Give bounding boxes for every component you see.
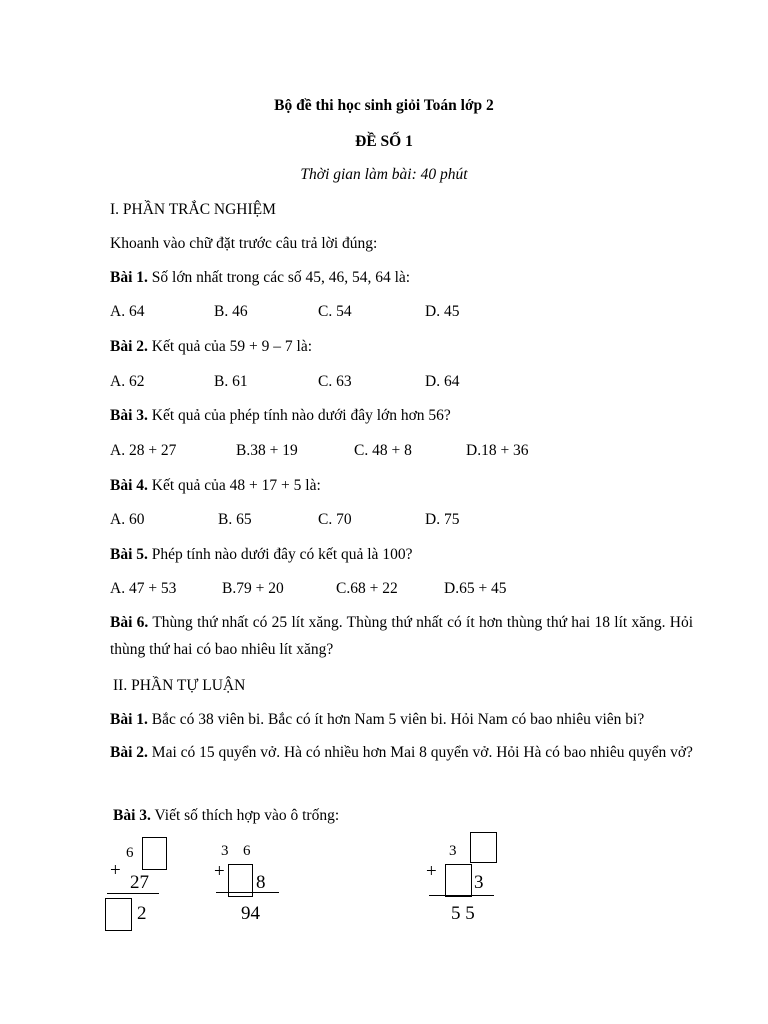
sum-line: [429, 895, 494, 896]
part1-heading: I. PHẦN TRẮC NGHIỆM: [110, 201, 276, 218]
question-4: [110, 476, 693, 496]
option-a[interactable]: A. 60: [110, 511, 145, 528]
part2-heading: II. PHẦN TỰ LUẬN: [113, 677, 246, 694]
option-b[interactable]: B. 61: [214, 373, 248, 390]
essay-question-1: [110, 710, 693, 730]
question-text: Mai có 15 quyển vở. Hà có nhiều hơn Mai 8 quyển vở. Hỏi Hà có bao nhiêu quyển vở?: [147, 744, 693, 761]
option-b[interactable]: B. 46: [214, 303, 248, 320]
option-a[interactable]: A. 28 + 27: [110, 442, 177, 459]
puzzle-digit: 6: [126, 845, 134, 861]
plus-sign: +: [426, 861, 437, 882]
option-c[interactable]: C. 70: [318, 511, 352, 528]
puzzle-result: 5 5: [451, 903, 475, 924]
essay-question-3: [113, 806, 693, 826]
exam-number: ĐỀ SỐ 1: [355, 133, 413, 150]
sum-line: [216, 892, 279, 893]
question-label: Bài 2.: [110, 744, 148, 761]
option-d[interactable]: D. 45: [425, 303, 460, 320]
question-text: Phép tính nào dưới đây có kết quả là 100?: [147, 546, 413, 563]
option-d[interactable]: D. 64: [425, 373, 460, 390]
option-d[interactable]: D.18 + 36: [466, 442, 529, 459]
option-a[interactable]: A. 64: [110, 303, 145, 320]
question-label: Bài 2.: [110, 338, 148, 355]
question-6: [110, 609, 693, 663]
puzzle-result: 94: [241, 903, 260, 924]
question-text: Bắc có 38 viên bi. Bắc có ít hơn Nam 5 viên bi. Hỏi Nam có bao nhiêu viên bi?: [147, 711, 645, 728]
option-c[interactable]: C. 54: [318, 303, 352, 320]
puzzle-digit: 3: [449, 843, 457, 859]
question-text: Số lớn nhất trong các số 45, 46, 54, 64 là:: [147, 269, 411, 286]
puzzle-number: 8: [256, 872, 266, 893]
option-c[interactable]: C. 63: [318, 373, 352, 390]
answer-box[interactable]: [470, 832, 497, 863]
question-1: [110, 268, 693, 288]
question-label: Bài 3.: [113, 807, 151, 824]
sum-line: [107, 893, 159, 894]
puzzle-number: 3: [474, 872, 484, 893]
question-text: Thùng thứ nhất có 25 lít xăng. Thùng thứ nhất có ít hơn thùng thứ hai 18 lít xăng. Hỏi thùng thứ hai có bao nhiêu lít xăng?: [110, 614, 693, 658]
option-c[interactable]: C.68 + 22: [336, 580, 398, 597]
question-text: Kết quả của phép tính nào dưới đây lớn hơn 56?: [147, 407, 451, 424]
question-label: Bài 4.: [110, 477, 148, 494]
document-title: Bộ đề thi học sinh giỏi Toán lớp 2: [274, 97, 494, 114]
puzzle-digit: 3: [221, 843, 229, 859]
puzzle-number: 27: [130, 872, 149, 893]
answer-box[interactable]: [142, 837, 167, 870]
essay-question-2: [110, 739, 693, 766]
exam-time: Thời gian làm bài: 40 phút: [300, 166, 468, 183]
option-c[interactable]: C. 48 + 8: [354, 442, 412, 459]
question-label: Bài 6.: [110, 614, 149, 631]
question-label: Bài 1.: [110, 711, 148, 728]
plus-sign: +: [214, 861, 225, 882]
option-b[interactable]: B.79 + 20: [222, 580, 284, 597]
question-label: Bài 1.: [110, 269, 148, 286]
question-text: Kết quả của 59 + 9 – 7 là:: [147, 338, 313, 355]
option-d[interactable]: D. 75: [425, 511, 460, 528]
question-3: [110, 406, 693, 426]
answer-box[interactable]: [105, 898, 132, 931]
part1-instruction: Khoanh vào chữ đặt trước câu trả lời đúng:: [110, 235, 378, 252]
option-b[interactable]: B. 65: [218, 511, 252, 528]
plus-sign: +: [110, 860, 121, 881]
question-2: [110, 337, 693, 357]
question-5: [110, 545, 693, 565]
option-a[interactable]: A. 47 + 53: [110, 580, 177, 597]
question-text: Viết số thích hợp vào ô trống:: [150, 807, 340, 824]
option-b[interactable]: B.38 + 19: [236, 442, 298, 459]
answer-box[interactable]: [445, 864, 472, 897]
option-a[interactable]: A. 62: [110, 373, 145, 390]
question-label: Bài 5.: [110, 546, 148, 563]
puzzle-digit: 6: [243, 843, 251, 859]
question-text: Kết quả của 48 + 17 + 5 là:: [147, 477, 321, 494]
option-d[interactable]: D.65 + 45: [444, 580, 507, 597]
question-label: Bài 3.: [110, 407, 148, 424]
puzzle-result: 2: [137, 903, 147, 924]
